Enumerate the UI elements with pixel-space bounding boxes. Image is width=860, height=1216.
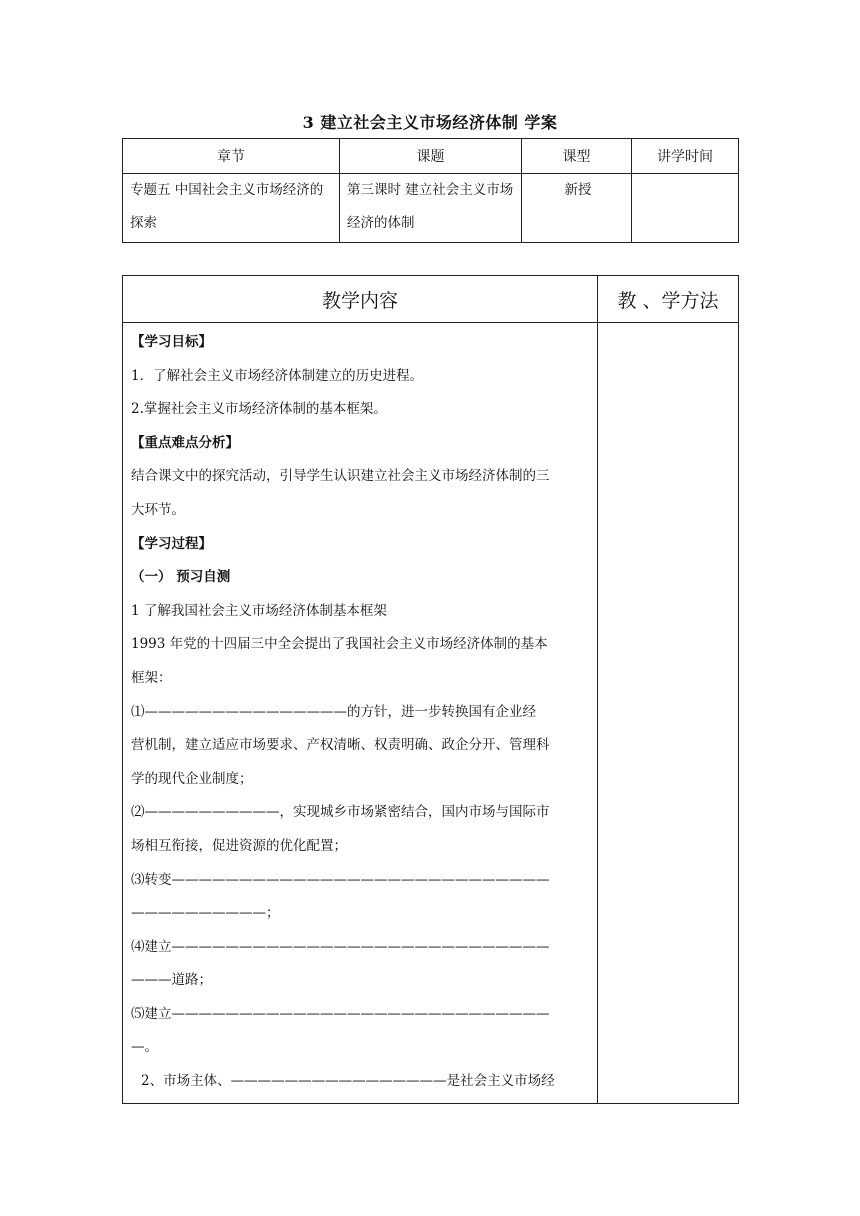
section-heading-process: 【学习过程】 — [131, 535, 212, 552]
cell-time — [632, 174, 739, 243]
content-line: 2.掌握社会主义市场经济体制的基本框架。 — [131, 401, 387, 418]
content-line: 学的现代企业制度； — [131, 770, 253, 787]
main-table-body-row — [123, 323, 739, 1104]
content-line: ———道路； — [131, 972, 212, 989]
main-table — [122, 275, 739, 1104]
content-line: 1 了解我国社会主义市场经济体制基本框架 — [131, 602, 387, 619]
content-line: ⑶转变———————————————————————————— — [131, 871, 550, 888]
subsection-heading-preview: （一） 预习自测 — [131, 569, 231, 586]
teaching-method-cell — [598, 323, 739, 1104]
teaching-content-cell — [123, 323, 598, 1104]
section-heading-objectives: 【学习目标】 — [131, 334, 212, 350]
content-line: 2、市场主体、————————————————是社会主义市场经 — [141, 1073, 555, 1090]
content-line: ⑷建立———————————————————————————— — [131, 938, 550, 955]
cell-chapter: 专题五 中国社会主义市场经济的探索 — [123, 174, 340, 243]
content-line: ——————————； — [131, 905, 280, 922]
content-line: ⑴———————————————的方针，进一步转换国有企业经 — [131, 703, 536, 720]
info-table-row — [123, 174, 739, 243]
header-teaching-method: 教 、学方法 — [598, 276, 739, 323]
cell-topic: 第三课时 建立社会主义市场经济的体制 — [340, 174, 522, 243]
content-line: 营机制，建立适应市场要求、产权清晰、权责明确、政企分开、管理科 — [131, 737, 550, 754]
content-line: 场相互衔接，促进资源的优化配置； — [131, 837, 347, 854]
header-topic: 课题 — [340, 139, 522, 174]
content-line: 大环节。 — [131, 501, 185, 518]
content-line: 结合课文中的探究活动，引导学生认识建立社会主义市场经济体制的三 — [131, 468, 550, 485]
page-title: 3 建立社会主义市场经济体制 学案 — [302, 113, 558, 132]
header-chapter: 章节 — [123, 139, 340, 174]
content-line: —。 — [131, 1039, 158, 1056]
header-teaching-content: 教学内容 — [123, 276, 598, 323]
content-line: ⑵——————————，实现城乡市场紧密结合，国内市场与国际市 — [131, 804, 550, 821]
info-table — [122, 138, 739, 243]
content-line: 1993 年党的十四届三中全会提出了我国社会主义市场经济体制的基本 — [131, 636, 548, 653]
header-time: 讲学时间 — [632, 139, 739, 174]
content-line: 1．了解社会主义市场经济体制建立的历史进程。 — [131, 367, 424, 384]
section-heading-key-points: 【重点难点分析】 — [131, 434, 239, 451]
main-table-header-row — [123, 276, 739, 323]
content-line: 框架： — [131, 669, 172, 686]
header-lesson-type: 课型 — [522, 139, 632, 174]
info-table-header-row — [123, 139, 739, 174]
cell-lesson-type: 新授 — [522, 174, 632, 243]
content-line: ⑸建立———————————————————————————— — [131, 1005, 550, 1022]
